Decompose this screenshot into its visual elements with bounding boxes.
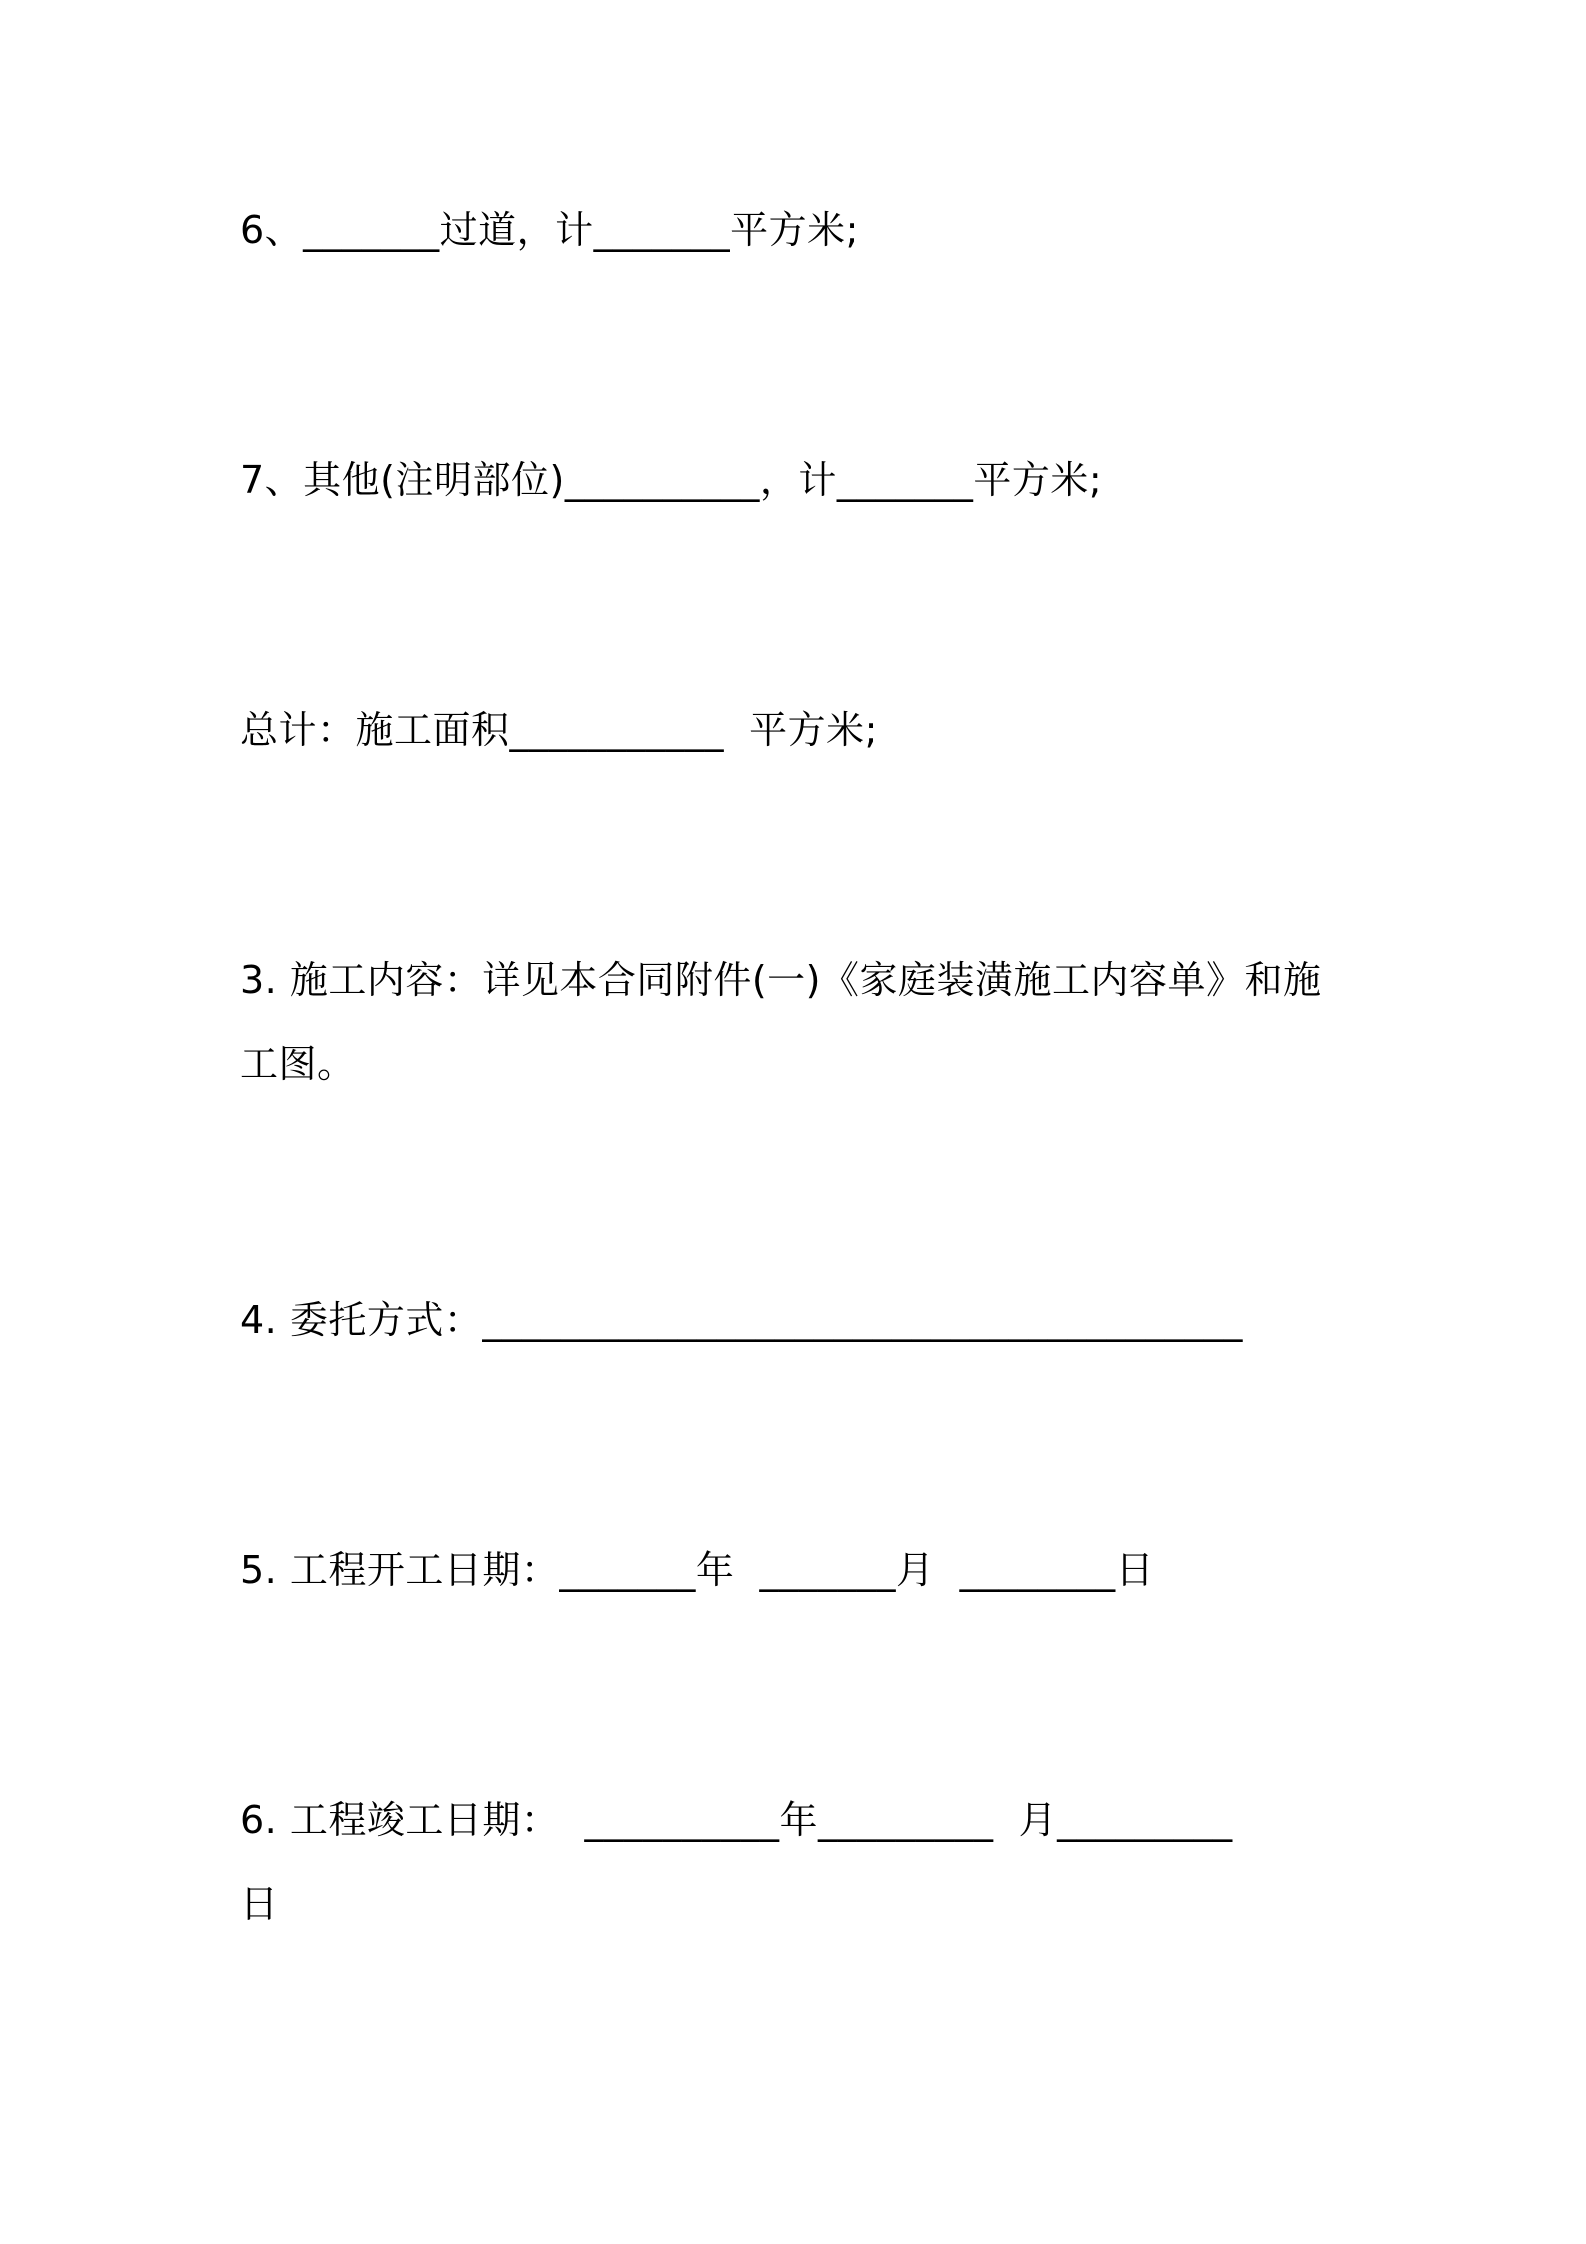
construction-content-line-cont: 工图。 [240, 1042, 356, 1086]
corridor-area-line: 6、_______过道，计_______平方米; [240, 208, 859, 252]
other-area-line: 7、其他(注明部位)__________，计_______平方米; [240, 458, 1103, 502]
start-date-line: 5. 工程开工日期：_______年 _______月 ________日 [240, 1548, 1155, 1592]
completion-date-line: 6. 工程竣工日期： __________年_________ 月_________ [240, 1798, 1233, 1842]
total-area-line: 总计：施工面积___________ 平方米; [240, 708, 878, 752]
completion-date-line-cont: 日 [240, 1882, 279, 1926]
entrust-method-line: 4. 委托方式：_______________________________________ [240, 1298, 1243, 1342]
construction-content-line: 3. 施工内容：详见本合同附件(一)《家庭装潢施工内容单》和施 [240, 958, 1322, 1002]
